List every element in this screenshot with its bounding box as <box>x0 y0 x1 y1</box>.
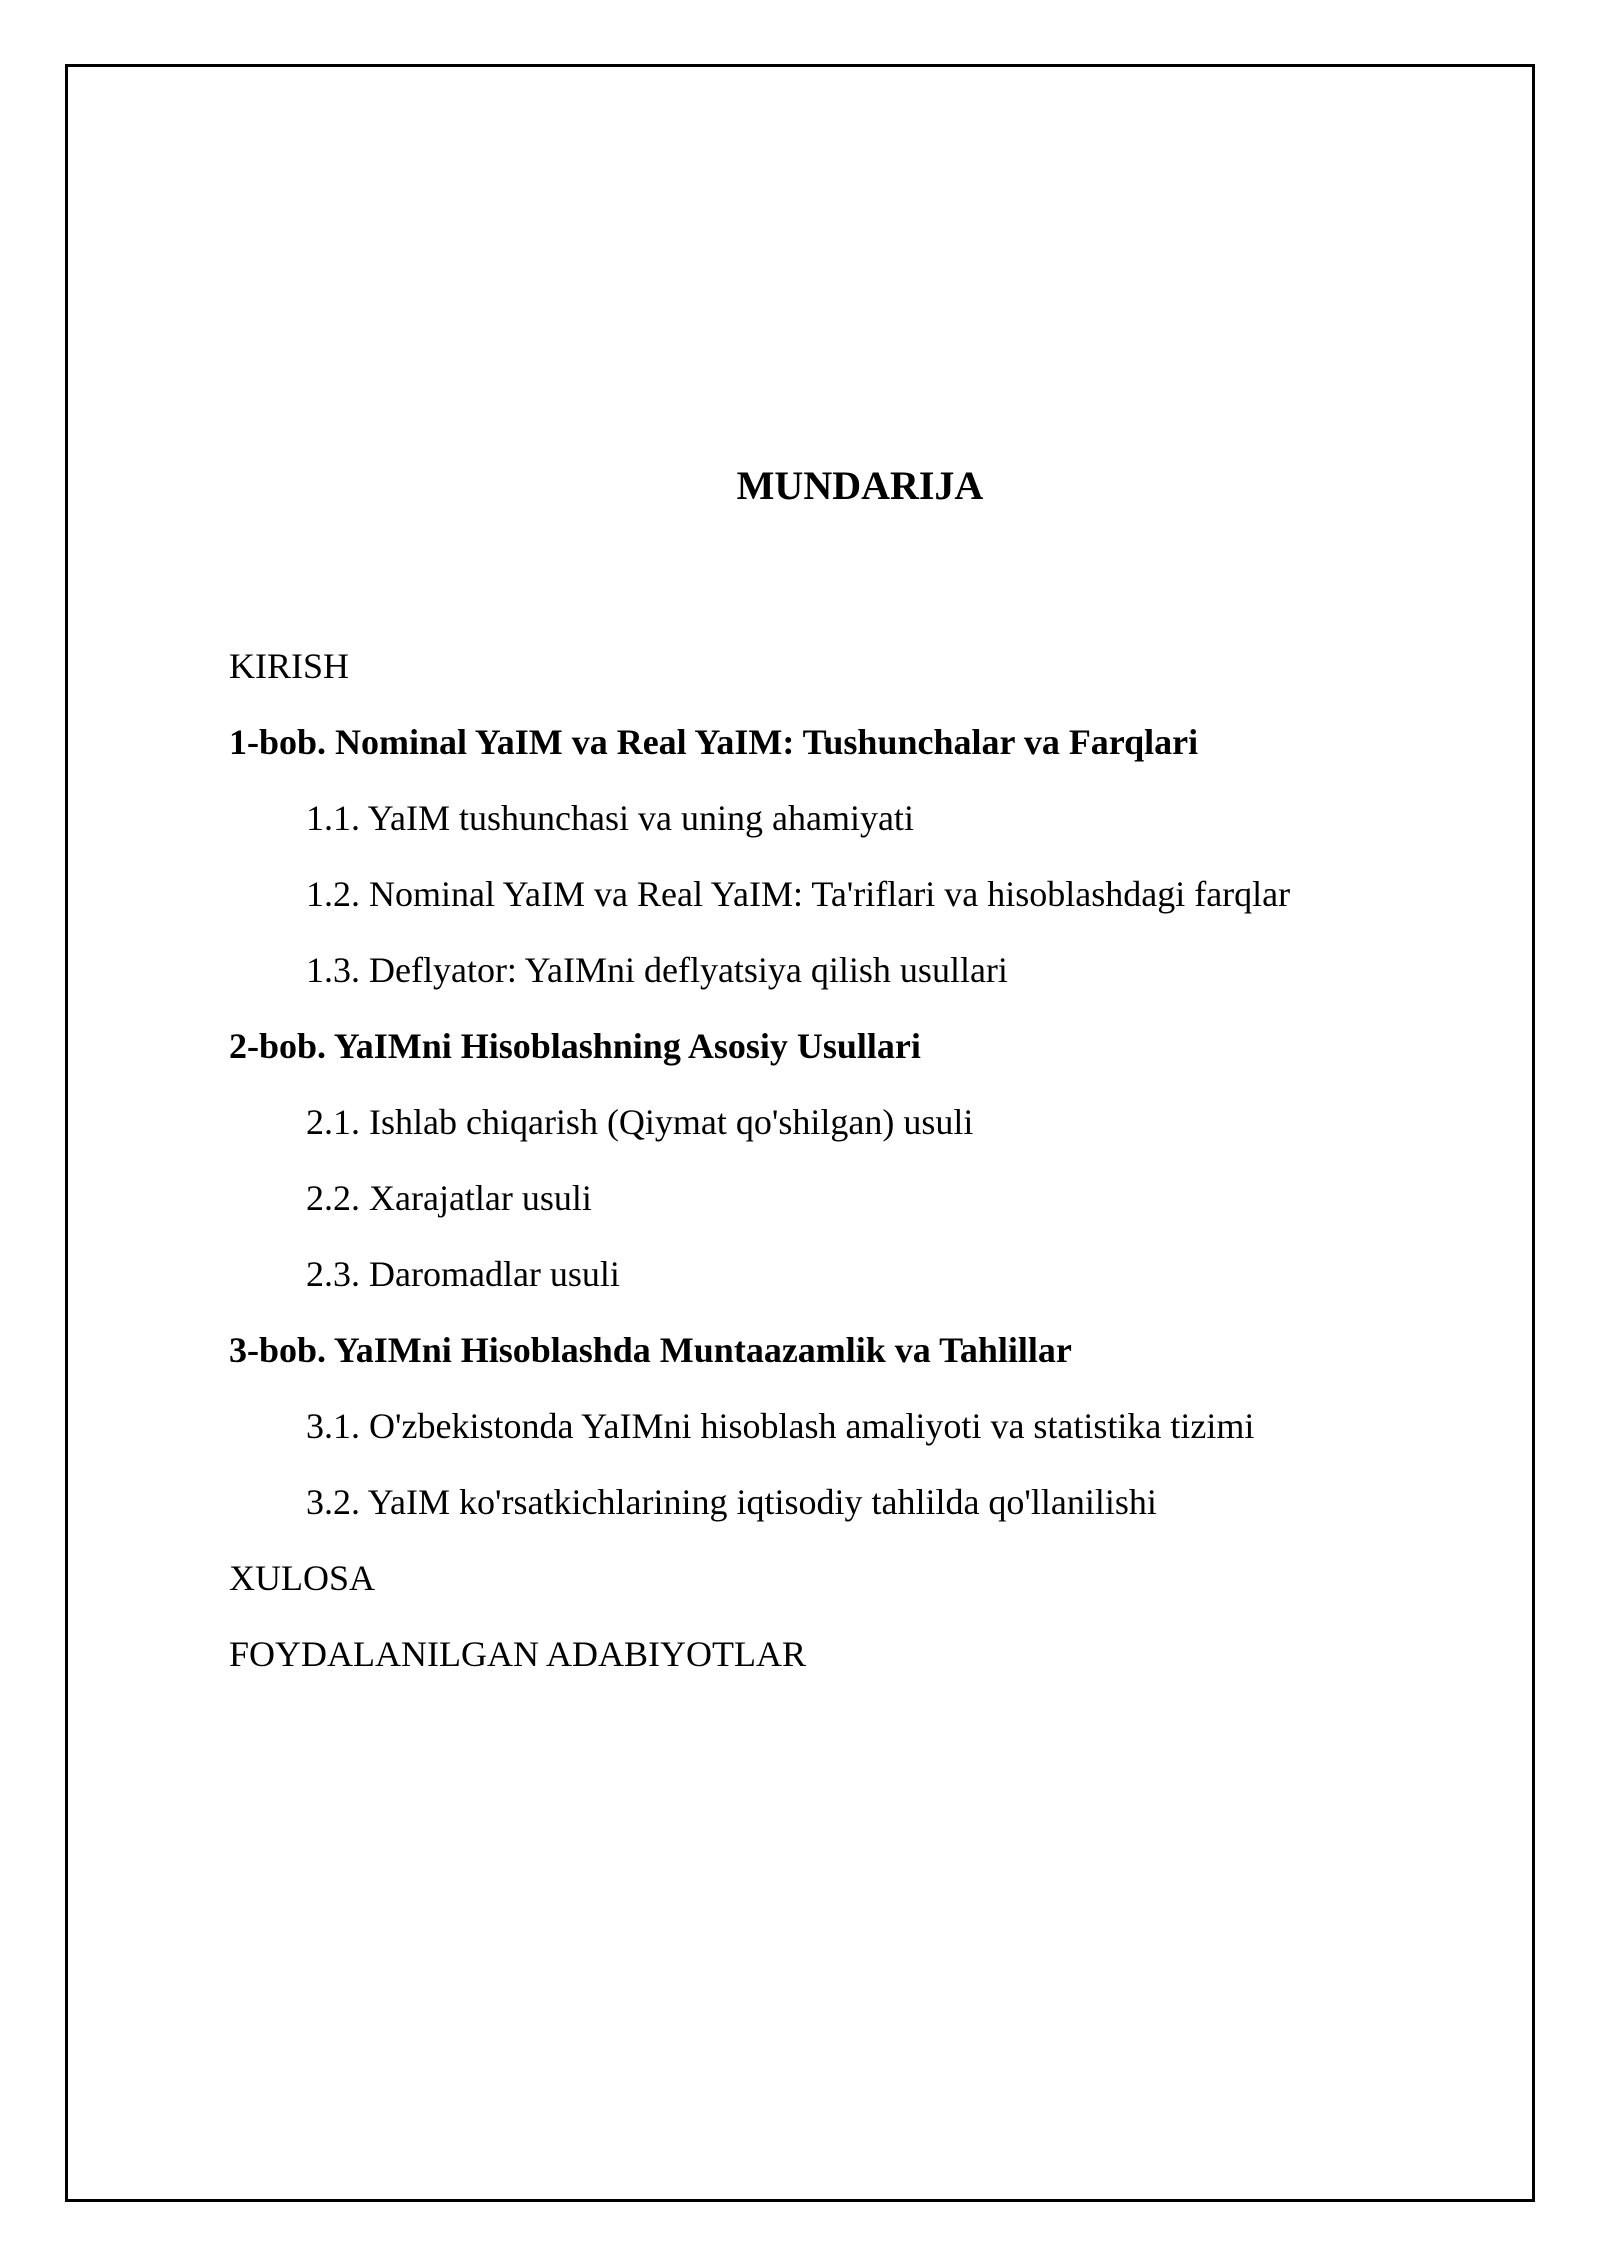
toc-entry-references: FOYDALANILGAN ADABIYOTLAR <box>229 1634 806 1674</box>
toc-chapter-2: 2-bob. YaIMni Hisoblashning Asosiy Usullari <box>229 1026 921 1066</box>
toc-chapter-1: 1-bob. Nominal YaIM va Real YaIM: Tushunchalar va Farqlari <box>229 722 1199 762</box>
toc-entry-conclusion: XULOSA <box>229 1558 376 1598</box>
toc-entry-introduction: KIRISH <box>229 646 350 686</box>
table-of-contents <box>229 641 1479 1689</box>
toc-section-2-2: 2.2. Xarajatlar usuli <box>306 1178 592 1218</box>
page-title: MUNDARIJA <box>736 463 984 508</box>
toc-chapter-3: 3-bob. YaIMni Hisoblashda Muntaazamlik va Tahlillar <box>229 1330 1072 1370</box>
toc-section-2-1: 2.1. Ishlab chiqarish (Qiymat qo'shilgan) usuli <box>306 1102 974 1142</box>
toc-section-3-2: 3.2. YaIM ko'rsatkichlarining iqtisodiy tahlilda qo'llanilishi <box>306 1482 1157 1522</box>
toc-section-1-2: 1.2. Nominal YaIM va Real YaIM: Ta'riflari va hisoblashdagi farqlar <box>306 874 1291 914</box>
toc-section-1-1: 1.1. YaIM tushunchasi va uning ahamiyati <box>306 798 914 838</box>
toc-section-1-3: 1.3. Deflyator: YaIMni deflyatsiya qilish usullari <box>306 950 1008 990</box>
toc-section-3-1: 3.1. O'zbekistonda YaIMni hisoblash amaliyoti va statistika tizimi <box>306 1406 1255 1446</box>
toc-section-2-3: 2.3. Daromadlar usuli <box>306 1254 620 1294</box>
